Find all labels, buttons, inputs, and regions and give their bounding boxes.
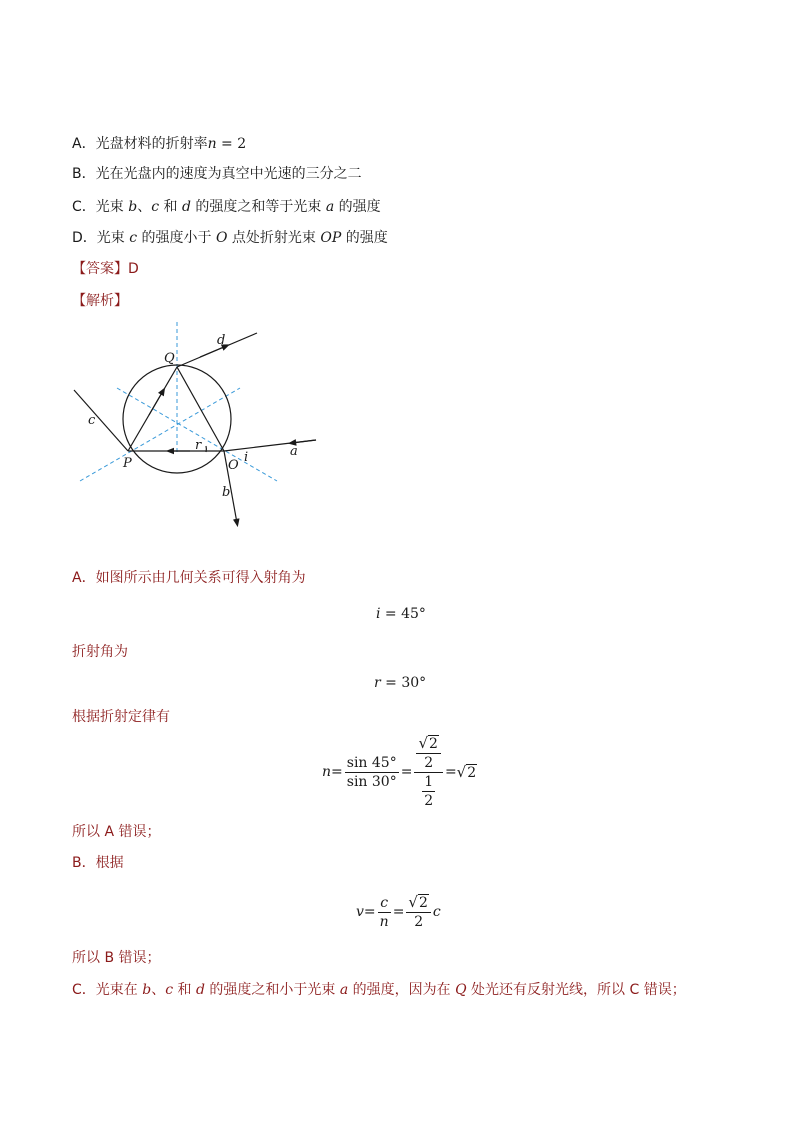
optics-diagram (70, 318, 330, 528)
label-p: P (123, 456, 132, 471)
option-b: B．光在光盘内的速度为真空中光速的三分之二 (72, 166, 362, 182)
beam-a-arrow (292, 440, 316, 443)
beam-c (74, 390, 128, 451)
refraction-angle-label: 折射角为 (72, 644, 128, 660)
label-d: d (217, 333, 226, 348)
analysis-label: 【解析】 (72, 293, 128, 309)
equation-refractive-index: n = $\frac{\sin 45^\circ}{\sin 30^\circ}$ = √ 2 2 $\frac{1}{2}$ = √ 2 (322, 734, 477, 809)
solution-b-conclusion: 所以 B 错误； (72, 950, 161, 966)
option-d: D．光束 c 的强度小于 O 点处折射光束 OP 的强度 (72, 230, 388, 246)
label-o: O (228, 458, 239, 473)
solution-c-text: C．光束在 b、c 和 d 的强度之和小于光束 a 的强度，因为在 Q 处光还有反射光线，所以 C 错误； (72, 982, 686, 998)
option-a: A．光盘材料的折射率n = 2 (72, 136, 247, 152)
ray-pq-arrow (149, 391, 163, 415)
equation-refraction-angle: r = 30° (374, 675, 427, 691)
sin-ratio: $\frac{\sin 45^\circ}{\sin 30^\circ}$ (346, 754, 397, 790)
label-c: c (88, 413, 96, 428)
solution-a-conclusion: 所以 A 错误； (72, 824, 161, 840)
solution-b-intro: B．根据 (72, 855, 124, 871)
label-r: r (195, 438, 202, 453)
option-c: C．光束 b、c 和 d 的强度之和等于光束 a 的强度 (72, 199, 381, 215)
refraction-law-label: 根据折射定律有 (72, 709, 170, 725)
compound-fraction: √ 2 2 $\frac{1}{2}$ (414, 734, 442, 810)
solution-a-intro: A．如图所示由几何关系可得入射角为 (72, 570, 306, 586)
answer-line (72, 259, 139, 279)
normal-p (80, 388, 240, 481)
label-i: i (244, 450, 249, 465)
label-a: a (290, 444, 298, 459)
answer-label: 【答案】 (72, 261, 128, 277)
answer-value: D (128, 261, 139, 277)
equation-incidence-angle: i = 45° (376, 606, 426, 622)
label-q: Q (164, 351, 175, 366)
sqrt-two: √ 2 (456, 763, 477, 781)
equation-speed: v = $\frac{c}{n}$ = √ 2 2 c (356, 893, 441, 930)
label-b: b (222, 485, 231, 500)
